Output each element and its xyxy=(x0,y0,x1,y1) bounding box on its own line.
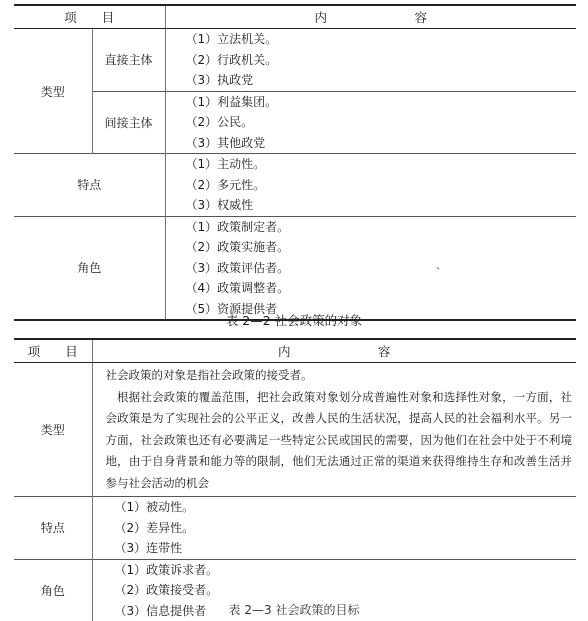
header-item: 项 目 xyxy=(14,5,165,29)
table-row-traits xyxy=(14,497,576,560)
role-items xyxy=(165,216,576,320)
list-item: （3）信息提供者 xyxy=(115,601,573,621)
list-item: （2）政策接受者。 xyxy=(115,580,573,601)
sub-label-indirect: 间接主体 xyxy=(92,91,165,154)
type-content xyxy=(92,363,576,497)
list-item: （2）行政机关。 xyxy=(186,50,576,71)
type-paragraphs xyxy=(106,365,573,494)
table-row-indirect xyxy=(14,91,576,154)
paragraph: 根据社会政策的覆盖范围，把社会政策对象划分成普遍性对象和选择性对象，一方面，社会政策是为了实现社会的公平正义，改善人民的生活状况，提高人民的社会福利水平。另一方面，社会政策也还有必要满足一些特定公民或国民的需要，因为他们在社会中处于不利境地，由于自身背景和能力等的限制，他们无法通过正常的渠道来获得维持生存和改善生活并参与社会活动的机会 xyxy=(106,387,573,495)
list-item: （3）执政党 xyxy=(186,70,576,91)
list-item: （1）利益集团。 xyxy=(186,92,576,113)
paragraph: 社会政策的对象是指社会政策的接受者。 xyxy=(106,365,573,387)
policy-object-table xyxy=(14,338,576,621)
list-item: （3）其他政党 xyxy=(186,133,576,154)
trait-items xyxy=(165,154,576,217)
list-item: （1）主动性。 xyxy=(186,154,576,175)
table-row-traits xyxy=(14,154,576,217)
list-item: （5）资源提供者 xyxy=(186,299,576,320)
row-label-type: 类型 xyxy=(14,29,92,154)
row-label-roles: 角色 xyxy=(14,559,92,621)
policy-subject-table xyxy=(14,4,576,321)
list-item: （1）被动性。 xyxy=(115,497,573,518)
header-content: 内 容 xyxy=(165,5,576,29)
stray-mark: 、 xyxy=(436,257,446,272)
direct-items xyxy=(165,29,576,92)
row-label-traits: 特点 xyxy=(14,154,165,217)
list-item: （2）多元性。 xyxy=(186,175,576,196)
trait-items xyxy=(92,497,576,560)
list-item: （1）政策制定者。 xyxy=(186,217,576,238)
table-row-type xyxy=(14,363,576,497)
list-item: （3）权威性 xyxy=(186,195,576,216)
list-item: （3）连带性 xyxy=(115,538,573,559)
table-row-roles xyxy=(14,216,576,320)
table-row-direct xyxy=(14,29,576,92)
sub-label-direct: 直接主体 xyxy=(92,29,165,92)
header-content: 内 容 xyxy=(92,339,576,363)
next-table-caption: 表 2—3 社会政策的目标 xyxy=(0,601,588,607)
row-label-traits: 特点 xyxy=(14,497,92,560)
list-item: （3）政策评估者。 xyxy=(186,258,576,279)
list-item: （1）政策诉求者。 xyxy=(115,560,573,581)
indirect-items xyxy=(165,91,576,154)
list-item: （2）政策实施者。 xyxy=(186,237,576,258)
row-label-roles: 角色 xyxy=(14,216,165,320)
table-header-row xyxy=(14,5,576,29)
table-header-row xyxy=(14,339,576,363)
header-item: 项 目 xyxy=(14,339,92,363)
table-caption: 表 2—2 社会政策的对象 xyxy=(0,311,588,329)
list-item: （2）公民。 xyxy=(186,112,576,133)
list-item: （2）差异性。 xyxy=(115,518,573,539)
list-item: （1）立法机关。 xyxy=(186,29,576,50)
list-item: （4）政策调整者。 xyxy=(186,278,576,299)
row-label-type: 类型 xyxy=(14,363,92,497)
